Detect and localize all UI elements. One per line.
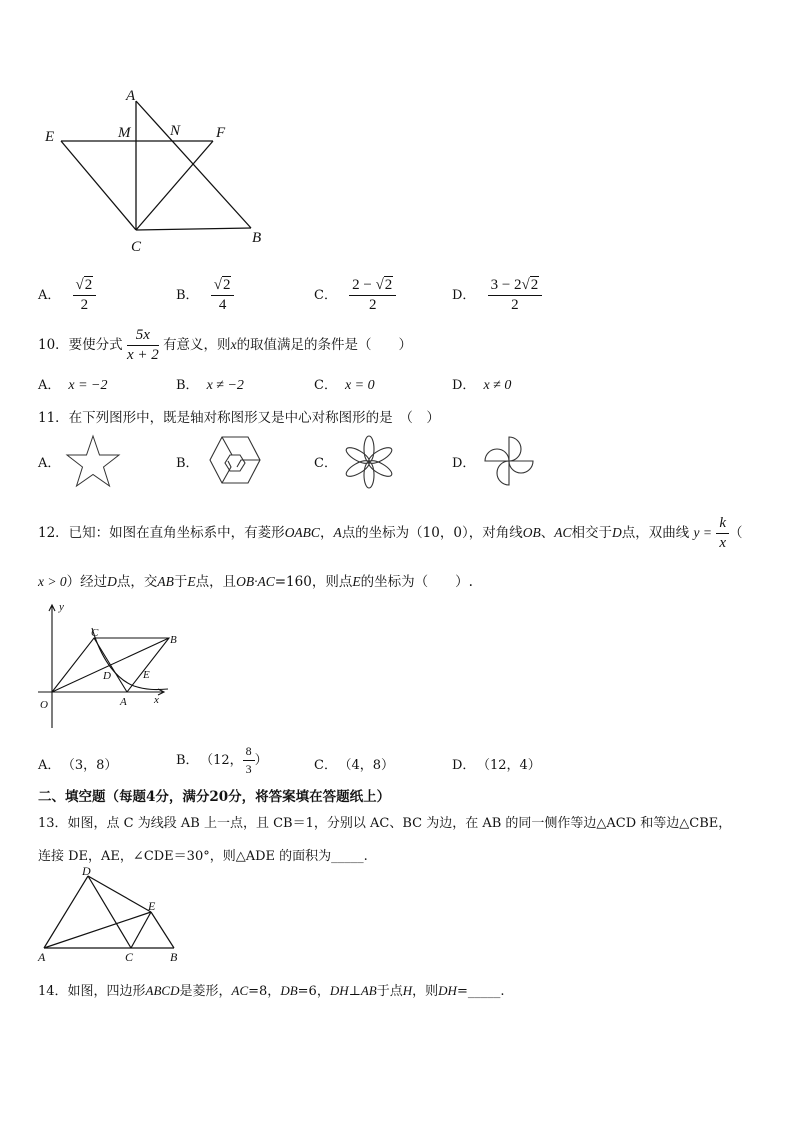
fraction: $\frac{2 - √2}{2}$ bbox=[349, 276, 396, 314]
question-12-line-2: x > 0）经过D点，交AB于E点，且OB·AC=160，则点E的坐标为（ ）. bbox=[38, 574, 473, 590]
fraction: $\frac{√2}{4}$ bbox=[211, 276, 235, 314]
point-label-m: M bbox=[118, 125, 131, 141]
question-10: 10．要使分式 $\frac{5x}{x + 2}$ 有意义，则x的取值满足的条件是（ ） bbox=[38, 327, 413, 363]
q9-option-a[interactable]: A． $\frac{√2}{2}$ bbox=[38, 276, 96, 314]
label-b: B bbox=[170, 634, 177, 646]
label-c: C bbox=[91, 627, 99, 639]
question-12-line-1: 12．已知：如图在直角坐标系中，有菱形OABC，A点的坐标为（10，0），对角线OB、AC相交于D点，双曲线 y = $\frac{k}{x}$ （ bbox=[38, 515, 743, 551]
label-a: A bbox=[120, 696, 127, 708]
recycle-hexagon-icon bbox=[208, 434, 262, 486]
q11-option-d[interactable]: D． bbox=[452, 456, 476, 471]
label-e: E bbox=[148, 899, 156, 913]
segment-fc bbox=[136, 141, 213, 230]
point-label-e: E bbox=[45, 129, 55, 145]
q10-option-d[interactable]: D． x ≠ 0 bbox=[452, 378, 512, 393]
segment-dc bbox=[88, 876, 131, 948]
label-o: O bbox=[40, 699, 48, 711]
question-13-line-1: 13．如图，点 C 为线段 AB 上一点，且 CB＝1，分别以 AC、BC 为边，在 AB 的同一侧作等边△ACD 和等边△CBE， bbox=[38, 816, 732, 831]
segment-de bbox=[88, 876, 151, 912]
q9-option-b[interactable]: B． $\frac{√2}{4}$ bbox=[176, 276, 234, 314]
label-e: E bbox=[143, 669, 150, 681]
fraction-k-over-x: $\frac{k}{x}$ bbox=[716, 515, 729, 552]
section-heading-fill-in: 二、填空题（每题4分，满分20分，将答案填在答题纸上） bbox=[38, 789, 391, 805]
segment-ad bbox=[44, 876, 88, 948]
segment-ae bbox=[44, 912, 151, 948]
fraction-5x-over-x-plus-2: $\frac{5x}{x + 2}$ bbox=[126, 327, 159, 363]
q10-option-c[interactable]: C． x = 0 bbox=[314, 378, 375, 393]
point-label-c: C bbox=[131, 239, 142, 255]
segment-ec bbox=[61, 141, 136, 230]
q10-option-a[interactable]: A． x = −2 bbox=[38, 378, 108, 393]
fraction-8-over-3: $\frac{8}{3}$ bbox=[243, 744, 255, 777]
q11-option-b[interactable]: B． bbox=[176, 456, 199, 471]
label-y: y bbox=[59, 601, 64, 613]
label-c: C bbox=[125, 950, 134, 964]
figure-q12-coordinate-plane bbox=[36, 600, 186, 735]
q9-option-c[interactable]: C． $\frac{2 - √2}{2}$ bbox=[314, 276, 396, 314]
question-13-line-2: 连接 DE，AE，∠CDE＝30°，则△ADE 的面积为_____. bbox=[38, 849, 368, 864]
point-label-n: N bbox=[170, 123, 181, 139]
label-b: B bbox=[170, 950, 178, 964]
question-11: 11．在下列图形中，既是轴对称图形又是中心对称图形的是 （ ） bbox=[38, 410, 440, 426]
segment-eb bbox=[151, 912, 174, 948]
label-x: x bbox=[154, 694, 159, 706]
label-d: D bbox=[82, 864, 91, 878]
q10-option-b[interactable]: B． x ≠ −2 bbox=[176, 378, 244, 393]
question-14: 14．如图，四边形ABCD是菱形，AC=8，DB=6，DH⊥AB于点H，则DH=_____. bbox=[38, 983, 505, 999]
label-a: A bbox=[38, 950, 46, 964]
figure-q13-equilateral-triangles bbox=[36, 866, 186, 966]
q11-option-a[interactable]: A． bbox=[38, 456, 61, 471]
six-petal-flower-icon bbox=[342, 434, 396, 490]
segment-cb bbox=[136, 228, 251, 230]
label-d: D bbox=[103, 670, 111, 682]
point-label-a: A bbox=[126, 88, 136, 104]
point-label-f: F bbox=[216, 125, 226, 141]
pinwheel-icon bbox=[482, 434, 536, 488]
q12-option-a[interactable]: A． （3，8） bbox=[38, 758, 118, 773]
fraction: $\frac{√2}{2}$ bbox=[73, 276, 97, 314]
figure-q9 bbox=[40, 85, 280, 260]
q11-option-c[interactable]: C． bbox=[314, 456, 337, 471]
q12-option-b[interactable]: B． （12， $\frac{8}{3}$ ） bbox=[176, 744, 268, 776]
q9-option-d[interactable]: D． $\frac{3 - 2√2}{2}$ bbox=[452, 276, 542, 314]
fraction: $\frac{3 - 2√2}{2}$ bbox=[488, 276, 543, 314]
q12-option-d[interactable]: D． （12，4） bbox=[452, 758, 541, 773]
q12-option-c[interactable]: C． （4，8） bbox=[314, 758, 394, 773]
star-shape-icon bbox=[64, 434, 122, 490]
point-label-b: B bbox=[252, 230, 262, 246]
